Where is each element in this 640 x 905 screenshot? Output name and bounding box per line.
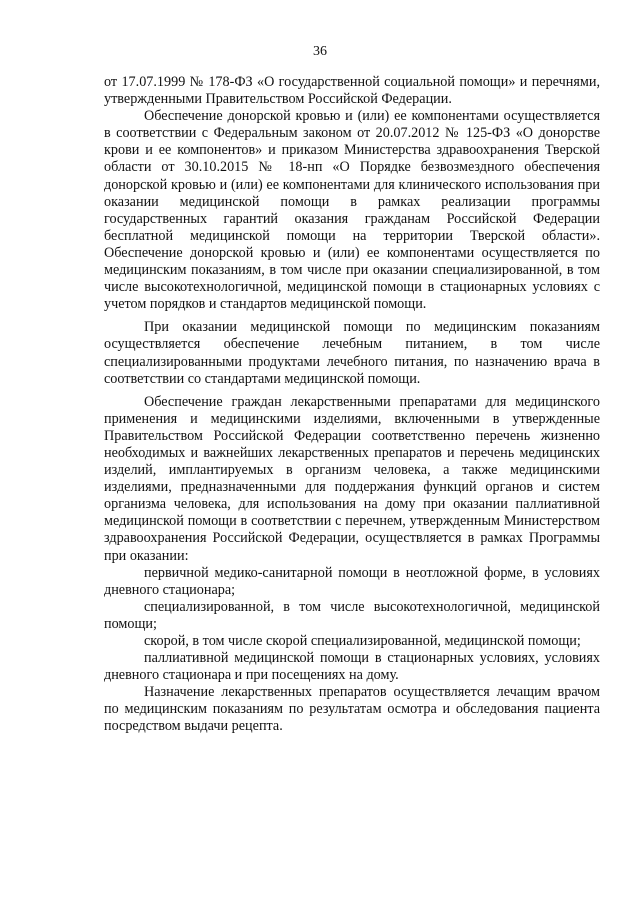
list-item-specialized-care: специализированной, в том числе высокотехнологичной, медицинской помощи;	[104, 598, 600, 632]
paragraph-prescription: Назначение лекарственных препаратов осуществляется лечащим врачом по медицинским показаниям по результатам осмотра и обследования пациента посредством выдачи рецепта.	[104, 684, 600, 735]
paragraph-therapeutic-nutrition: При оказании медицинской помощи по медицинским показаниям осуществляется обеспечение лечебным питанием, в том числе специализированными продуктами лечебного питания, по назначению врача в соответствии со стандартами медицинской помощи.	[104, 319, 600, 387]
list-item-palliative-care: паллиативной медицинской помощи в стационарных условиях, условиях дневного стационара и при посещениях на дому.	[104, 650, 600, 684]
paragraph-law-reference: от 17.07.1999 № 178-ФЗ «О государственной социальной помощи» и перечнями, утвержденными Правительством Российской Федерации.	[104, 74, 600, 108]
list-item-primary-care: первичной медико-санитарной помощи в неотложной форме, в условиях дневного стационара;	[104, 564, 600, 598]
paragraph-donor-blood: Обеспечение донорской кровью и (или) ее компонентами осуществляется в соответствии с Федеральным законом от 20.07.2012 № 125-ФЗ «О донорстве крови и ее компонентов» и приказом Министерства здравоохранения Тверской области от 30.10.2015 № 18-нп «О Порядке безвозмездного обеспечения донорской кровью и (или) ее компонентами для клинического использования при оказании медицинской помощи в рамках реализации программы государственных гарантий оказания гражданам Российской Федерации бесплатной медицинской помощи на территории Тверской области». Обеспечение донорской кровью и (или) ее компонентами осуществляется по медицинским показаниям, в том числе при оказании специализированной, в том числе высокотехнологичной, медицинской помощи в стационарных условиях с учетом порядков и стандартов медицинской помощи.	[104, 108, 600, 313]
page-number: 36	[313, 44, 327, 59]
document-body	[104, 74, 600, 736]
paragraph-medicines-provision: Обеспечение граждан лекарственными препаратами для медицинского применения и медицинскими изделиями, включенными в утвержденные Правительством Российской Федерации соответственно перечень жизненно необходимых и важнейших лекарственных препаратов и перечень медицинских изделий, имплантируемых в организм человека, а также медицинскими изделиями, предназначенными для поддержания функций органов и систем организма человека, для использования на дому при оказании паллиативной медицинской помощи в соответствии с перечнем, утвержденным Министерством здравоохранения Российской Федерации, осуществляется в рамках Программы при оказании:	[104, 393, 600, 564]
list-item-emergency-care: скорой, в том числе скорой специализированной, медицинской помощи;	[144, 633, 581, 649]
